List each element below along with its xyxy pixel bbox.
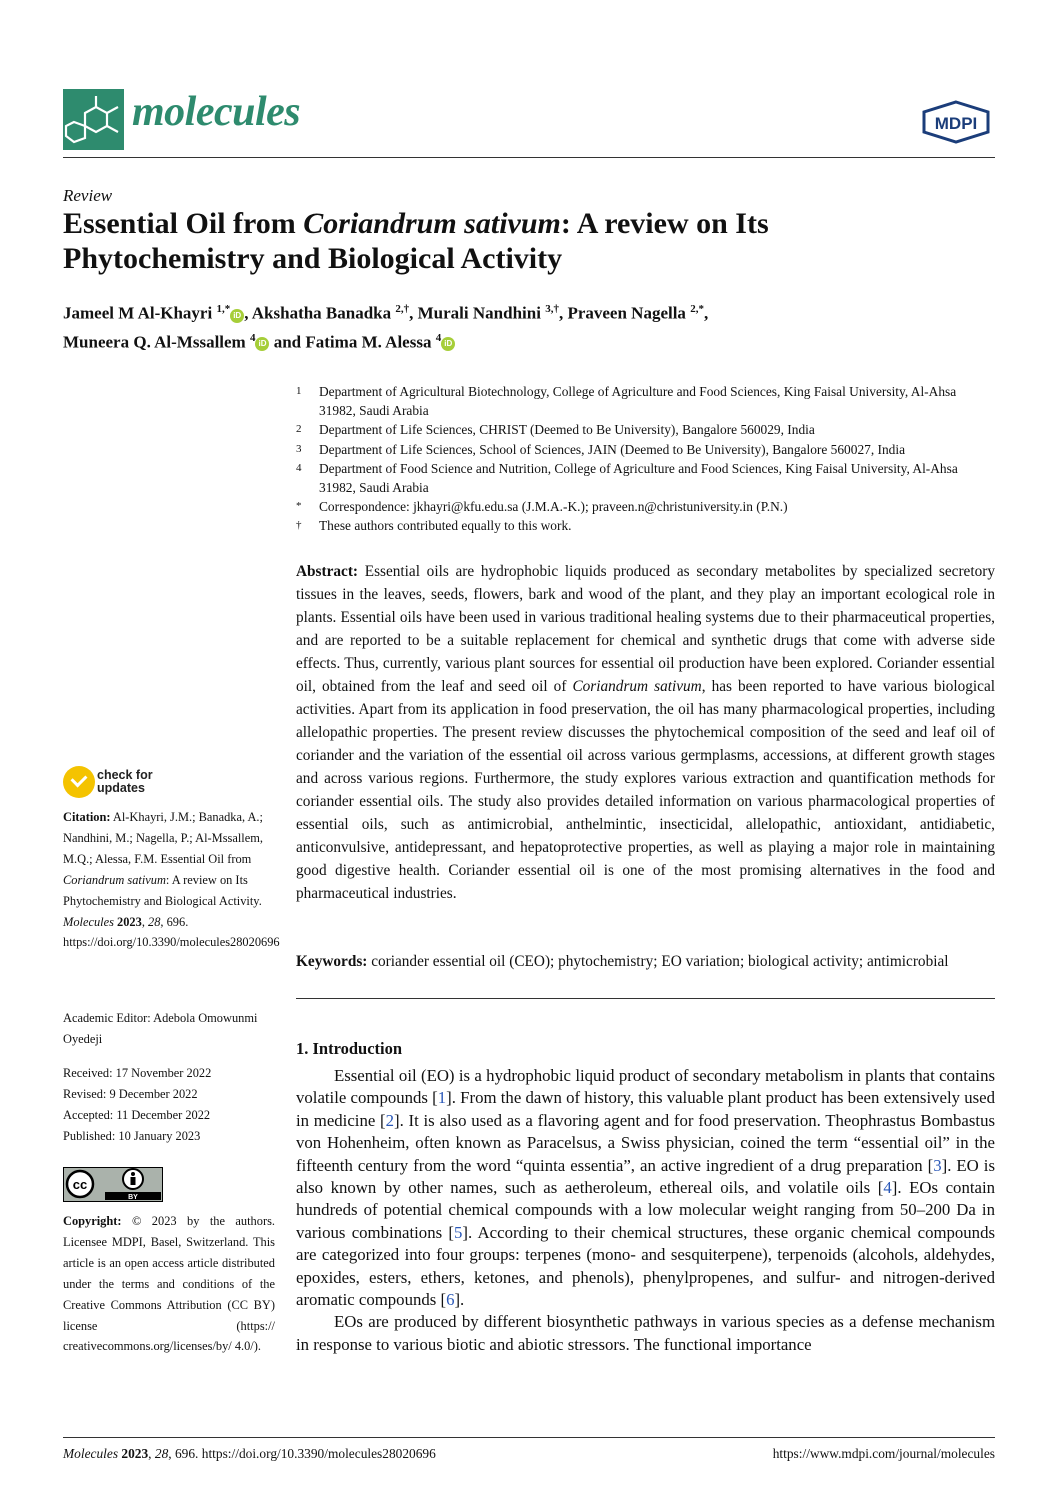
published-date: Published: 10 January 2023	[63, 1128, 201, 1143]
author-sep: ,	[558, 303, 568, 323]
paragraph-text: ]. It is also used as a flavoring agent and for food preservation. Theophrastus Bombastus von Hohenheim, often known as Paracelsus, a Swiss physician, coined the term “essential oil” in the fifteenth century from the word “quinta essentia”, an active ingredient of a drug preparation [	[296, 1110, 995, 1175]
check-updates-icon	[63, 766, 95, 798]
cc-by-license-badge[interactable]	[63, 1167, 163, 1202]
author-name[interactable]: Akshatha Banadka	[251, 303, 392, 323]
orcid-icon[interactable]: iD	[441, 337, 455, 351]
paragraph	[296, 1065, 995, 1311]
author-affil: 2,*	[690, 303, 704, 315]
affiliation-item: 1 Department of Agricultural Biotechnology, College of Agriculture and Food Sciences, King Faisal University, Al-Ahsa 31982, Saudi Arabia	[296, 384, 957, 419]
author-name[interactable]: Murali Nandhini	[417, 303, 541, 323]
introduction-body	[296, 1065, 995, 1356]
revised-date: Revised: 9 December 2022	[63, 1086, 198, 1101]
author-sep: and	[269, 332, 306, 352]
abstract: Abstract: Essential oils are hydrophobic liquids produced as secondary metabolites by specialized secretory tissues in the leaves, seeds, flowers, bark and wood of the plant, and they play an important ecological role in plants. Essential oils have been used in various traditional healing systems due to their pharmaceutical properties, and are reported to be a suitable replacement for chemical and synthetic drugs that come with adverse side effects. Thus, currently, various plant sources for essential oil production have been explored. Coriander essential oil, obtained from the leaf and seed oil of Coriandrum sativum, has been reported to have various biological activities. Apart from its application in food preservation, the oil has many pharmacological properties, including allelopathic properties. The present review discusses the phytochemical composition of the seed and leaf oil of coriander and the variation of the essential oil across various germplasms, accessions, at different growth stages and across various regions. Furthermore, the study explores various extraction and quantification methods for coriander essential oils. The study also provides detailed information on various pharmacological properties of essential oils, such as antimicrobial, anthelmintic, insecticidal, allelopathic, antioxidant, antidiabetic, anticonvulsive, antidepressant, and hepatoprotective properties, as well as playing a major role in maintaining good digestive health. Coriander essential oil is one of the most promising alternatives in the food and pharmaceutical industries.	[296, 563, 995, 902]
paragraph-text: ]. According to their chemical structures, these organic chemical compounds are categorized into four groups: terpenes (mono- and sesquiterpene), terpenoids (alcohols, aldehydes, epoxides, esters, ethers, ketones, and phenols), phenylpropenes, and sulfur- and nitrogen-derived aromatic compounds [	[296, 1222, 995, 1310]
cc-by-icon	[63, 1167, 163, 1202]
paragraph-text: ]. EOs contain hundreds of potential chemical compounds with a low molecular weight ranging from 50–200 Da in various combinations [	[296, 1178, 996, 1242]
section-heading-introduction: 1. Introduction	[296, 1039, 403, 1058]
journal-name: molecules	[132, 89, 301, 135]
reference-link[interactable]: 1	[437, 1088, 447, 1108]
reference-link[interactable]: 3	[933, 1155, 942, 1175]
correspondence-item: * Correspondence: jkhayri@kfu.edu.sa (J.M.A.-K.); praveen.n@christuniversity.in (P.N.)	[296, 499, 788, 515]
paragraph: EOs are produced by different biosynthetic pathways in various species as a defense mechanism in response to various biotic and abiotic stressors. The functional importance	[296, 1312, 995, 1354]
author-sep: ,	[244, 303, 252, 323]
author-sep: ,	[409, 303, 418, 323]
paragraph-text: ]. From the dawn of history, this valuable plant product has been extensively used in medicine [	[296, 1088, 996, 1130]
molecule-icon	[63, 89, 124, 150]
reference-link[interactable]: 6	[446, 1290, 455, 1310]
author-affil: 3,†	[545, 303, 559, 315]
orcid-icon[interactable]: iD	[255, 337, 269, 351]
author-list	[63, 297, 983, 354]
received-date: Received: 17 November 2022	[63, 1066, 212, 1080]
affiliation-item: 4 Department of Food Science and Nutrition, College of Agriculture and Food Sciences, King Faisal University, Al-Ahsa 31982, Saudi Arabia	[296, 460, 958, 496]
author-name[interactable]: Fatima M. Alessa	[305, 332, 432, 352]
author-name[interactable]: Muneera Q. Al-Mssallem	[63, 332, 246, 352]
orcid-icon[interactable]: iD	[230, 309, 244, 323]
affiliation-item: 3 Department of Life Sciences, School of Sciences, JAIN (Deemed to Be University), Bangalore 560027, India	[296, 441, 906, 457]
copyright-notice: Copyright: © 2023 by the authors. Licensee MDPI, Basel, Switzerland. This article is an open access article distributed under the terms and conditions of the Creative Commons Attribution (CC BY) license (https:// creativecommons.org/licenses/by/ 4.0/).	[63, 1214, 275, 1354]
author-sep: ,	[703, 303, 709, 323]
svg-text:BY: BY	[128, 1194, 138, 1201]
abstract-label: Abstract:	[296, 563, 359, 580]
keywords: Keywords: coriander essential oil (CEO); phytochemistry; EO variation; biological activity; antimicrobial	[296, 953, 949, 970]
title-species: Coriandrum sativum	[303, 207, 561, 240]
mdpi-logo-icon	[920, 100, 992, 144]
affiliations	[296, 382, 996, 536]
paragraph-text: ].	[454, 1290, 465, 1310]
equal-contribution-note: † These authors contributed equally to this work.	[296, 518, 572, 534]
author-affil: 4	[249, 331, 256, 344]
citation-block: Citation: Al-Khayri, J.M.; Banadka, A.; Nandhini, M.; Nagella, P.; Al-Mssallem, M.Q.; Alessa, F.M. Essential Oil from Coriandrum sativum: A review on Its Phytochemistry and Biological Activity. Molecules 2023, 28, 696. https://doi.org/10.3390/molecules28020696	[63, 810, 280, 950]
article-dates	[63, 1063, 275, 1147]
reference-link[interactable]: 4	[883, 1178, 892, 1198]
author-affil: 2,†	[395, 303, 410, 315]
publisher-name: MDPI	[934, 114, 978, 133]
publisher-logo[interactable]	[920, 100, 992, 144]
reference-link[interactable]: 2	[385, 1110, 395, 1130]
author-affil: 4	[435, 331, 442, 344]
paragraph-text: ]. EO is also known by other names, such as aetheroleum, ethereal oils, and volatile oils [	[296, 1155, 995, 1198]
header-divider	[63, 157, 995, 158]
footer-journal-url[interactable]: https://www.mdpi.com/journal/molecules	[772, 1446, 995, 1461]
footer-citation[interactable]: Molecules 2023, 28, 696. https://doi.org/10.3390/molecules28020696	[63, 1446, 436, 1461]
paragraph-text: Essential oil (EO) is a hydrophobic liquid product of secondary metabolism in plants that contains volatile compounds [	[296, 1066, 995, 1108]
svg-text:cc: cc	[72, 1177, 88, 1192]
affiliation-item: 2 Department of Life Sciences, CHRIST (Deemed to Be University), Bangalore 560029, India	[296, 422, 815, 438]
article-type: Review	[63, 186, 113, 205]
journal-logo	[63, 89, 124, 150]
author-name[interactable]: Praveen Nagella	[567, 303, 686, 323]
section-divider	[296, 998, 995, 999]
article-title: Essential Oil from Coriandrum sativum: A review on Its Phytochemistry and Biological Activity	[63, 207, 769, 275]
author-affil: 1,*	[216, 303, 231, 315]
academic-editor: Academic Editor: Adebola Omowunmi Oyedeji	[63, 1011, 258, 1046]
accepted-date: Accepted: 11 December 2022	[63, 1107, 211, 1122]
author-name[interactable]: Jameel M Al-Khayri	[63, 303, 213, 323]
footer-divider	[63, 1437, 995, 1438]
reference-link[interactable]: 5	[454, 1222, 463, 1242]
keywords-label: Keywords:	[296, 953, 368, 970]
check-for-updates[interactable]: check for updates	[63, 766, 153, 798]
